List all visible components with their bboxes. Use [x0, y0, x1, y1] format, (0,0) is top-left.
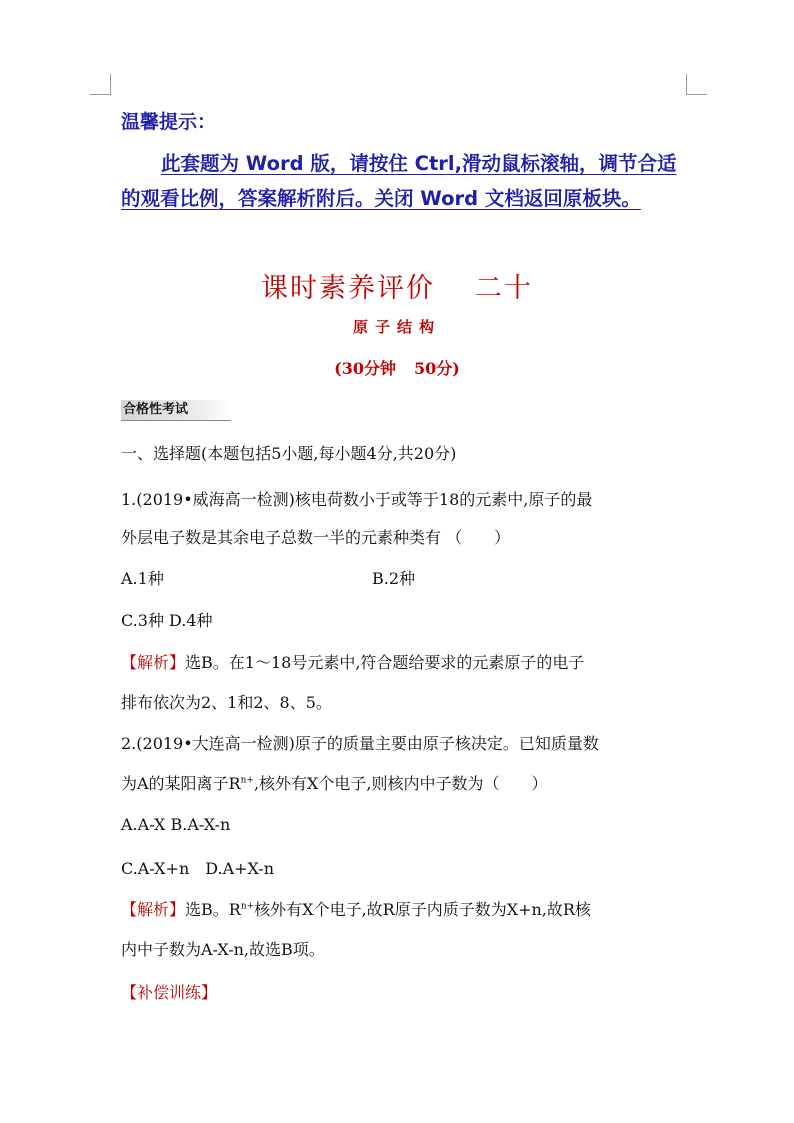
q1-stem-line2: 外层电子数是其余电子总数一半的元素种类有 （ ）	[121, 528, 511, 547]
q1-option-a: A.1种	[121, 569, 164, 588]
q2-charge-sup: n+	[240, 775, 254, 786]
page-title	[0, 266, 794, 305]
q2-answer-text-a: 选B。R	[185, 900, 241, 919]
corner-mark-right	[686, 74, 707, 95]
q1-answer-tag: 【解析】	[121, 653, 186, 672]
q2-stem-line2-a: 为A的某阳离子R	[121, 774, 241, 793]
tip-title: 温馨提示：	[121, 111, 217, 133]
q2-answer-line1	[121, 897, 591, 920]
q2-option-ab: A.A-X B.A-X-n	[121, 815, 231, 834]
corner-mark-left	[90, 74, 111, 95]
q1-answer-line2: 排布依次为2、1和2、8、5。	[121, 693, 332, 712]
q2-answer-sup: n+	[240, 901, 255, 912]
q2-answer-tag: 【解析】	[121, 900, 186, 919]
total-score: 50分)	[414, 359, 460, 378]
time-score	[0, 356, 794, 379]
q1-answer-text: 选B。在1～18号元素中,符合题给要求的元素原子的电子	[185, 653, 585, 672]
q1-option-cd: C.3种 D.4种	[121, 611, 213, 630]
q1-stem-line1: 1.(2019•威海高一检测)核电荷数小于或等于18的元素中,原子的最	[121, 490, 593, 509]
section-divider	[121, 420, 231, 421]
q2-answer-text-b: 核外有X个电子,故R原子内质子数为X+n,故R核	[254, 900, 591, 919]
supplementary-training-tag: 【补偿训练】	[121, 983, 218, 1002]
page-title-number: 二十	[475, 273, 533, 304]
q2-stem-line1: 2.(2019•大连高一检测)原子的质量主要由原子核决定。已知质量数	[121, 734, 599, 753]
time-limit: (30分钟	[334, 359, 396, 378]
page-title-main: 课时素养评价	[261, 273, 435, 304]
section-tag: 合格性考试	[121, 400, 233, 420]
q2-stem-line2	[121, 771, 548, 794]
page-subtitle: 原子结构	[352, 318, 441, 336]
q1-answer-line1	[121, 650, 584, 673]
q2-stem-line2-b: ,核外有X个电子,则核内中子数为（ ）	[253, 774, 548, 793]
tip-body: 此套题为 Word 版，请按住 Ctrl,滑动鼠标滚轴，调节合适的观看比例，答案解析附后。关闭 Word 文档返回原板块。	[121, 152, 677, 210]
section-heading: 一、选择题(本题包括5小题,每小题4分,共20分)	[121, 444, 457, 463]
q1-option-b: B.2种	[372, 569, 416, 588]
q2-option-cd: C.A-X+n D.A+X-n	[121, 859, 275, 878]
q2-answer-line2: 内中子数为A-X-n,故选B项。	[121, 940, 325, 959]
